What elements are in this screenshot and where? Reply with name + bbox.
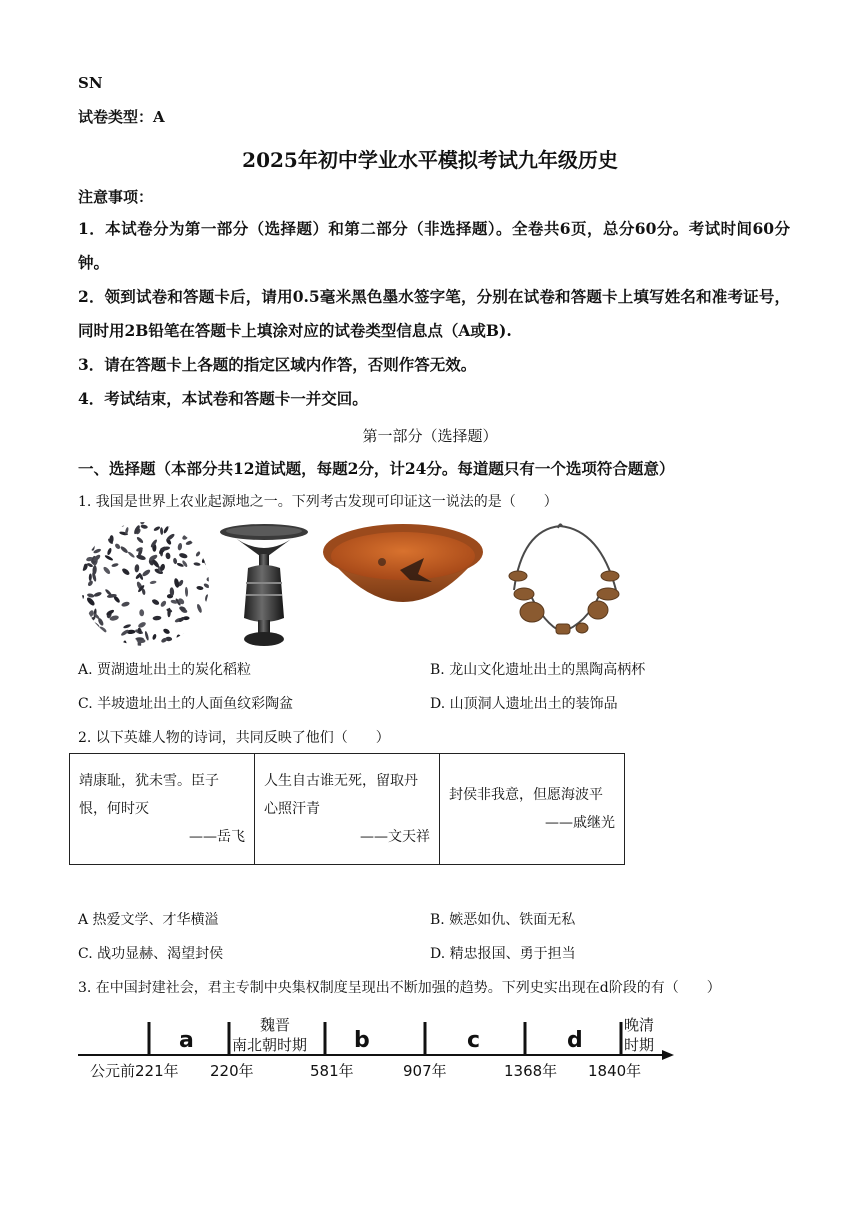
rice-grain	[120, 520, 125, 527]
part1-title: 第一部分（选择题）	[362, 427, 498, 445]
timeline-year: 907年	[403, 1062, 447, 1080]
rice-grain	[206, 576, 212, 582]
timeline-year: 1368年	[504, 1062, 558, 1080]
rice-grain	[89, 632, 98, 638]
rice-grain	[196, 540, 203, 551]
rice-grain	[195, 551, 201, 558]
rice-grain	[188, 520, 196, 528]
q2-option-d: D. 精忠报国、勇于担当	[430, 946, 576, 962]
rice-grain	[78, 563, 83, 569]
rice-grain	[206, 562, 211, 571]
rice-grain	[78, 612, 83, 621]
rice-grain	[181, 534, 189, 541]
q1-option-c: C. 半坡遗址出土的人面鱼纹彩陶盆	[78, 696, 294, 712]
timeline-segment-d: d	[567, 1028, 583, 1053]
exam-code: SN	[78, 74, 103, 92]
timeline-year: 581年	[310, 1062, 354, 1080]
rice-grain	[165, 552, 171, 559]
q2-stem: 2. 以下英雄人物的诗词，共同反映了他们（ ）	[78, 730, 390, 746]
q1-stem: 1. 我国是世界上农业起源地之一。下列考古发现可印证这一说法的是（ ）	[78, 494, 558, 510]
rice-grain	[88, 520, 96, 526]
rice-grain	[99, 626, 108, 634]
rice-grain	[84, 520, 93, 527]
rice-grain	[151, 598, 160, 606]
rice-grain	[137, 621, 146, 629]
rice-grain	[78, 541, 84, 546]
rice-grain	[152, 615, 161, 620]
rice-grain	[205, 631, 211, 639]
rice-grain	[121, 567, 131, 576]
poem-cell-yuefei	[70, 754, 255, 865]
rice-grain	[89, 573, 92, 581]
note-item-3: 3．请在答题卡上各题的指定区域内作答，否则作答无效。	[78, 355, 477, 374]
rice-grain	[193, 562, 200, 566]
timeline-segment-shiqi: 时期	[624, 1036, 655, 1054]
paper-type: 试卷类型：A	[78, 108, 165, 126]
rice-grain	[123, 624, 132, 630]
rice-grain	[88, 633, 96, 643]
rice-grain	[89, 537, 95, 544]
poem-author: ——文天祥	[360, 829, 430, 845]
q1-option-b: B. 龙山文化遗址出土的黑陶高柄杯	[430, 662, 646, 678]
rice-grain	[166, 533, 176, 542]
poem-verse: 人生自古谁无死，留取丹心照汗青	[264, 773, 418, 817]
rice-grain	[86, 527, 93, 531]
rice-grain	[78, 616, 84, 624]
timeline-arrow	[662, 1050, 674, 1060]
timeline-segment-a: a	[179, 1028, 194, 1053]
poem-cell-wentianxiang	[255, 754, 440, 865]
rice-grain	[136, 536, 144, 544]
rice-grain	[197, 639, 204, 647]
rice-grain	[120, 545, 129, 554]
rice-grain	[140, 520, 146, 525]
q2-option-c: C. 战功显赫、渴望封侯	[78, 946, 224, 962]
poem-table	[69, 753, 625, 865]
rice-grain	[173, 558, 178, 565]
rice-grain	[140, 524, 148, 529]
bead-necklace-photo	[500, 520, 632, 646]
q1-option-d: D. 山顶洞人遗址出土的装饰品	[430, 696, 618, 712]
note-item-2: 2．领到试卷和答题卡后，请用0.5毫米黑色墨水签字笔，分别在试卷和答题卡上填写姓名和准考证号，同时用2B铅笔在答题卡上填涂对应的试卷类型信息点（A或B).	[78, 287, 790, 340]
rice-grain	[185, 540, 193, 546]
poem-author: ——戚继光	[545, 815, 615, 831]
rice-grain	[179, 552, 189, 559]
rice-grain	[134, 564, 139, 573]
rice-grain	[102, 566, 111, 575]
rice-grain	[92, 520, 100, 527]
timeline-segment-weijin: 魏晋	[260, 1016, 291, 1034]
painted-pottery-basin-photo	[320, 522, 486, 644]
rice-grain	[87, 593, 95, 598]
rice-grain	[104, 554, 114, 561]
timeline-year: 公元前221年	[90, 1062, 179, 1080]
rice-grain	[93, 591, 102, 597]
rice-grain	[111, 563, 119, 568]
rice-grain	[86, 635, 91, 642]
q2-option-b: B. 嫉恶如仇、铁面无私	[430, 912, 576, 928]
rice-grain	[95, 520, 106, 525]
timeline-segment-nanbeichao: 南北朝时期	[232, 1036, 308, 1054]
rice-grain	[114, 543, 121, 550]
rice-grain	[87, 543, 93, 550]
rice-grain	[84, 531, 91, 536]
black-pottery-goblet-photo	[218, 522, 310, 648]
timeline-year: 1840年	[588, 1062, 642, 1080]
note-item-4: 4．考试结束，本试卷和答题卡一并交回。	[78, 389, 368, 408]
rice-grain	[78, 561, 84, 565]
rice-grain	[127, 551, 135, 559]
poem-cell-qijiguang	[440, 754, 625, 865]
notes-heading: 注意事项：	[78, 188, 154, 206]
q2-option-a: A 热爱文学、才华横溢	[78, 912, 219, 928]
rice-grain	[196, 619, 203, 625]
poem-verse: 靖康耻，犹未雪。臣子恨，何时灭	[79, 773, 219, 817]
rice-grain	[176, 634, 182, 643]
rice-grain	[177, 543, 182, 551]
rice-grain	[141, 568, 151, 577]
page-title: 2025年初中学业水平模拟考试九年级历史	[242, 148, 618, 172]
timeline-segment-c: c	[467, 1028, 481, 1053]
rice-grain	[121, 601, 130, 608]
rice-grain	[88, 628, 96, 635]
rice-grain	[205, 540, 212, 546]
rice-grain	[87, 526, 97, 531]
timeline-year: 220年	[210, 1062, 254, 1080]
rice-grain	[203, 583, 210, 589]
rice-grain	[187, 638, 193, 646]
rice-grain	[196, 603, 203, 613]
rice-grain	[196, 532, 205, 538]
rice-grain	[206, 526, 211, 536]
rice-grain	[122, 640, 127, 648]
rice-grain	[153, 526, 161, 532]
rice-grain	[136, 554, 147, 561]
rice-grain	[87, 537, 93, 546]
rice-grain	[152, 633, 157, 640]
rice-grain	[90, 542, 94, 551]
rice-grain	[160, 600, 168, 608]
rice-grain	[160, 527, 164, 535]
rice-grain	[78, 594, 85, 601]
rice-grain	[86, 616, 96, 624]
rice-grain	[201, 520, 209, 524]
timeline-diagram	[70, 1010, 680, 1086]
rice-grain	[163, 526, 170, 535]
rice-grain	[139, 609, 144, 616]
rice-grain	[78, 543, 84, 551]
rice-grain	[135, 637, 144, 640]
rice-grain	[201, 554, 210, 564]
rice-grain	[86, 596, 96, 607]
timeline-segment-wanqing: 晚清	[624, 1016, 655, 1034]
rice-grain	[196, 529, 202, 537]
rice-grain	[168, 520, 175, 528]
rice-grain	[84, 628, 92, 637]
rice-grain	[83, 549, 87, 557]
poem-verse: 封侯非我意，但愿海波平	[449, 787, 603, 803]
q3-stem: 3. 在中国封建社会，君主专制中央集权制度呈现出不断加强的趋势。下列史实出现在d阶段的有（ ）	[78, 980, 721, 996]
rice-grain	[88, 609, 95, 617]
rice-grain	[205, 594, 210, 602]
rice-grain	[144, 631, 149, 641]
rice-grain	[180, 632, 188, 641]
rice-grain	[162, 628, 170, 635]
poem-author: ——岳飞	[189, 829, 245, 845]
rice-grain	[192, 637, 201, 645]
rice-grain	[149, 580, 156, 584]
rice-grain	[106, 547, 112, 555]
section-heading: 一、选择题（本部分共12道试题，每题2分，计24分。每道题只有一个选项符合题意）	[78, 459, 675, 478]
carbonized-rice-photo	[78, 520, 212, 648]
rice-grain	[78, 578, 81, 586]
rice-grain	[196, 585, 204, 590]
q1-option-a: A. 贾湖遗址出土的炭化稻粒	[78, 662, 252, 678]
rice-grain	[84, 546, 91, 550]
rice-grain	[203, 617, 211, 627]
rice-grain	[176, 527, 184, 530]
rice-grain	[173, 578, 180, 589]
rice-grain	[185, 587, 189, 597]
rice-grain	[78, 641, 83, 648]
timeline-segment-b: b	[354, 1028, 370, 1053]
note-item-1: 1．本试卷分为第一部分（选择题）和第二部分（非选择题）。全卷共6页，总分60分。考试时间60分钟。	[78, 219, 790, 272]
